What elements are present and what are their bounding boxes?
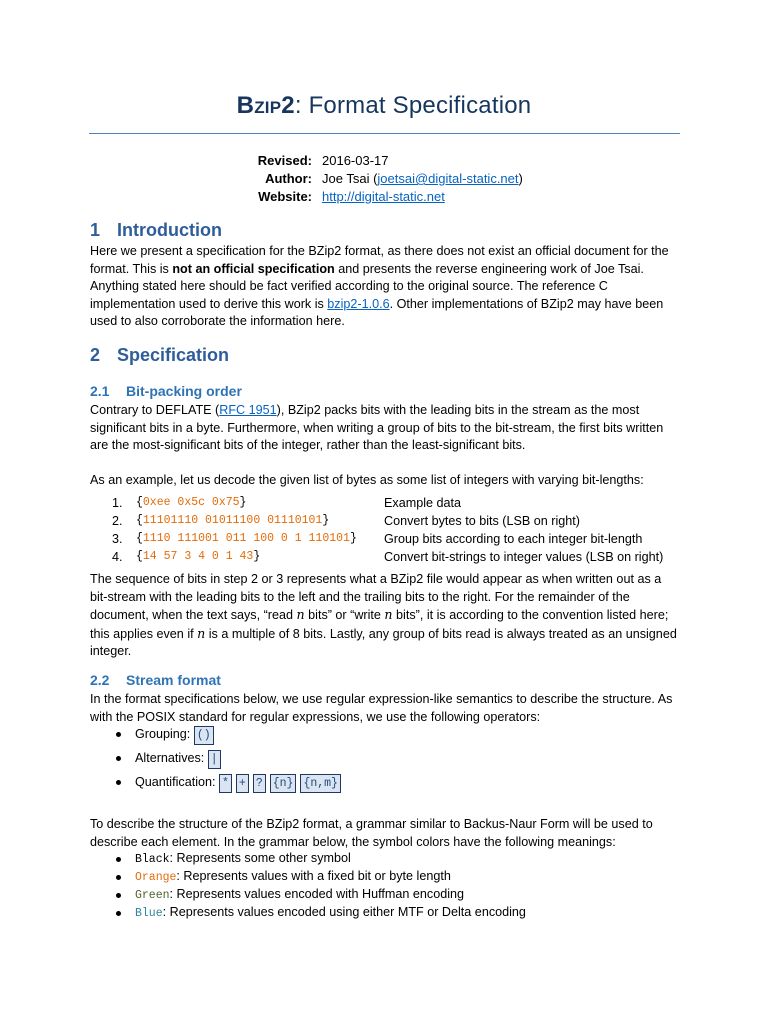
operator-label: Quantification: — [135, 775, 216, 789]
introduction-paragraph — [90, 243, 680, 331]
meta-key-revised: Revised: — [257, 153, 312, 168]
sequence-paragraph — [90, 571, 680, 661]
author-suffix: ) — [518, 171, 523, 186]
step-code — [136, 514, 329, 527]
variable-n: n — [296, 607, 305, 622]
step-description: Convert bit-strings to integer values (LSB on right) — [384, 550, 664, 564]
meta-value-author — [322, 171, 523, 186]
bitpacking-text-a: Contrary to DEFLATE ( — [90, 403, 220, 417]
step-description: Example data — [384, 496, 462, 510]
title-bzip-2: 2 — [281, 92, 295, 119]
brace-close: } — [239, 496, 247, 509]
subsection-number: 2.2 — [90, 672, 110, 688]
subsection-heading-bit-packing — [90, 383, 242, 399]
operator-alternatives — [135, 750, 225, 769]
legend-green — [135, 887, 464, 902]
title-rest: : Format Specification — [294, 92, 532, 119]
list-item — [90, 750, 690, 770]
section-title: Introduction — [117, 220, 222, 240]
brace-open: { — [136, 532, 143, 545]
list-item — [90, 774, 690, 794]
meta-key-website: Website: — [258, 189, 312, 204]
sequence-text-a: The sequence of bits in step 2 or 3 represents what a BZip2 file would appear as when written out as a bit-stream with the leading bits to the left and the trailing bits to the right. For the remainder of the document, when the text says, “read — [90, 572, 662, 622]
brace-close: } — [349, 532, 357, 545]
bullet-icon — [116, 857, 121, 862]
list-item — [90, 869, 690, 889]
list-item — [90, 550, 690, 568]
legend-desc: : Represents values encoded with Huffman encoding — [169, 887, 465, 901]
operator-symbol: {n,m} — [300, 774, 341, 793]
meta-key-author: Author: — [265, 171, 312, 186]
list-item — [90, 532, 690, 550]
intro-text-a: Here we present a specification for the BZip2 format, as there does not exist an official document for the format. This is — [90, 244, 669, 276]
code-value: 0xee 0x5c 0x75 — [142, 496, 240, 509]
subsection-title: Bit-packing order — [126, 383, 242, 399]
author-name: Joe Tsai ( — [322, 171, 378, 186]
step-number: 2. — [112, 514, 123, 528]
operator-symbol: ? — [253, 774, 266, 793]
section-heading-introduction — [90, 220, 222, 241]
bullet-icon — [116, 780, 121, 785]
legend-word: Green — [135, 889, 170, 902]
legend-blue — [135, 905, 526, 920]
step-number: 1. — [112, 496, 123, 510]
operator-grouping — [135, 726, 218, 745]
code-value: 14 57 3 4 0 1 43 — [142, 550, 254, 563]
step-number: 4. — [112, 550, 123, 564]
intro-text-c: . Other implementations of BZip2 may have been used to also corroborate the information here. — [90, 296, 664, 328]
step-number: 3. — [112, 532, 123, 546]
list-item — [90, 726, 690, 746]
legend-desc: : Represents values with a fixed bit or byte length — [176, 869, 451, 883]
bullet-icon — [116, 875, 121, 880]
code-value: 1110 111001 011 100 0 1 110101 — [142, 532, 350, 545]
operator-symbol: {n} — [270, 774, 297, 793]
brace-open: { — [136, 514, 143, 527]
step-code — [136, 532, 357, 545]
rfc1951-link[interactable]: RFC 1951 — [219, 403, 277, 417]
legend-word: Blue — [135, 907, 163, 920]
operator-symbol: + — [236, 774, 249, 793]
bullet-icon — [116, 756, 121, 761]
title-divider — [89, 133, 680, 134]
code-value: 11101110 01011100 01110101 — [142, 514, 323, 527]
bullet-icon — [116, 893, 121, 898]
website-link[interactable]: http://digital-static.net — [322, 189, 445, 204]
section-number: 1 — [90, 220, 101, 240]
bullet-icon — [116, 911, 121, 916]
title-bzip-zip: zip — [254, 92, 282, 119]
step-description: Convert bytes to bits (LSB on right) — [384, 514, 580, 528]
list-item — [90, 887, 690, 907]
legend-desc: : Represents values encoded using either MTF or Delta encoding — [162, 905, 526, 919]
bullet-icon — [116, 732, 121, 737]
step-code — [136, 496, 246, 509]
sequence-text-d: is a multiple of 8 bits. Lastly, any group of bits read is always treated as an unsigned integer. — [90, 626, 677, 658]
list-item — [90, 905, 690, 925]
sequence-text-c: bits”, it is according to the convention listed here; this applies even if — [90, 608, 669, 641]
grammar-paragraph: To describe the structure of the BZip2 format, a grammar similar to Backus-Naur Form will be used to describe each element. In the grammar below, the symbol colors have the following meanings: — [90, 817, 653, 849]
intro-bold: not an official specification — [172, 261, 335, 276]
document-title — [0, 92, 768, 120]
step-description: Group bits according to each integer bit-length — [384, 532, 643, 546]
variable-n: n — [384, 607, 393, 622]
legend-word: Black — [135, 853, 170, 866]
step-code — [136, 550, 260, 563]
sequence-text-b: bits” or “write — [304, 608, 385, 622]
bit-packing-paragraph — [90, 402, 680, 455]
variable-n: n — [197, 625, 206, 641]
subsection-title: Stream format — [126, 672, 221, 688]
example-intro: As an example, let us decode the given list of bytes as some list of integers with varying bit-lengths: — [90, 473, 644, 487]
brace-open: { — [136, 550, 143, 563]
legend-black — [135, 851, 351, 866]
brace-close: } — [322, 514, 330, 527]
operator-symbol: * — [219, 774, 232, 793]
legend-word: Orange — [135, 871, 177, 884]
bitpacking-text-b: ), BZip2 packs bits with the leading bits in the stream as the most significant bits in a byte. Furthermore, when writing a group of bits to the bit-stream, the first bits written are the most-significant bits of the integer, rather than the least-significant bits. — [90, 403, 664, 452]
operator-label: Alternatives: — [135, 751, 205, 765]
list-item — [90, 514, 690, 532]
subsection-number: 2.1 — [90, 383, 110, 399]
meta-value-website — [322, 189, 445, 204]
title-bzip-b: B — [236, 92, 255, 119]
operator-symbol: | — [208, 750, 221, 769]
list-item — [90, 851, 690, 871]
operator-quantification — [135, 774, 345, 793]
brace-close: } — [253, 550, 261, 563]
intro-text-b: and presents the reverse engineering work of Joe Tsai. Anything stated here should be fact verified according to the original source. The reference C implementation used to derive this work is — [90, 261, 644, 311]
stream-format-paragraph: In the format specifications below, we use regular expression-like semantics to describe the structure. As with the POSIX standard for regular expressions, we use the following operators: — [90, 692, 673, 724]
author-email-link[interactable]: joetsai@digital-static.net — [377, 171, 519, 186]
section-heading-specification — [90, 345, 229, 366]
operator-symbol: () — [194, 726, 214, 745]
legend-desc: : Represents some other symbol — [169, 851, 351, 865]
brace-open: { — [136, 496, 143, 509]
legend-orange — [135, 869, 451, 884]
subsection-heading-stream-format — [90, 672, 221, 688]
operator-label: Grouping: — [135, 727, 191, 741]
section-title: Specification — [117, 345, 230, 365]
list-item — [90, 496, 690, 514]
meta-value-revised: 2016-03-17 — [322, 153, 389, 168]
bzip2-source-link[interactable]: bzip2-1.0.6 — [327, 296, 390, 311]
section-number: 2 — [90, 345, 101, 365]
